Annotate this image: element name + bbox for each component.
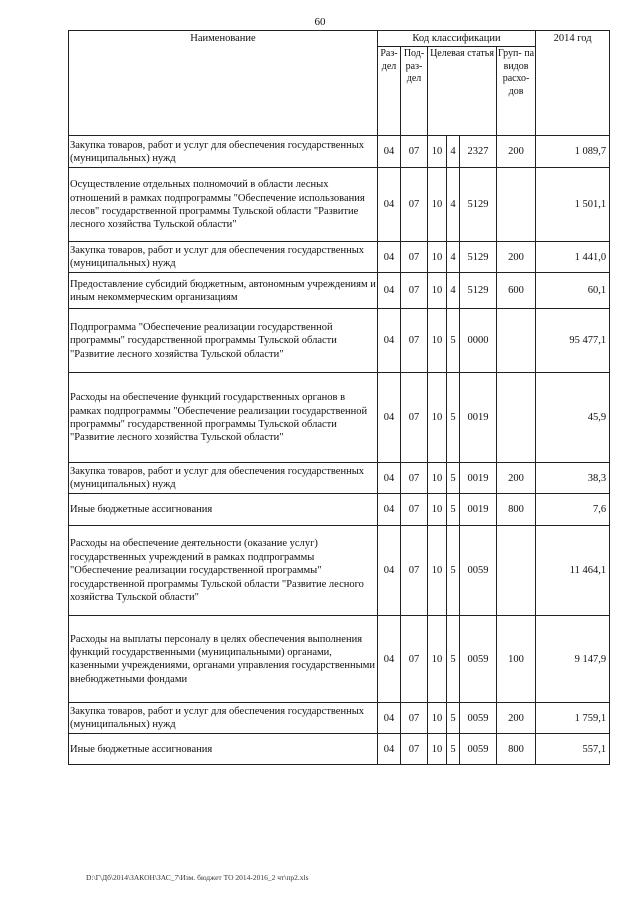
row-target-program: 10 (428, 463, 447, 494)
row-target-code: 0019 (460, 373, 497, 463)
row-amount: 38,3 (536, 463, 610, 494)
row-expense-group (497, 526, 536, 616)
row-target-code: 0000 (460, 309, 497, 373)
row-target-program: 10 (428, 616, 447, 703)
column-header-podrazdel: Под- раз- дел (401, 47, 428, 136)
row-razdel: 04 (378, 463, 401, 494)
column-header-razdel: Раз- дел (378, 47, 401, 136)
row-razdel: 04 (378, 136, 401, 168)
row-razdel: 04 (378, 616, 401, 703)
budget-table (68, 30, 610, 765)
row-name: Расходы на выплаты персоналу в целях обеспечения выполнения функций государственными (муниципальными) органами, казенными учреждениями, органами управления государственными внебюджетными фондами (69, 616, 378, 703)
column-header-code: Код классификации (378, 31, 536, 47)
row-target-subprogram: 4 (447, 168, 460, 242)
row-expense-group (497, 309, 536, 373)
row-target-code: 0059 (460, 703, 497, 734)
row-expense-group (497, 373, 536, 463)
row-target-program: 10 (428, 168, 447, 242)
row-razdel: 04 (378, 273, 401, 309)
row-name: Иные бюджетные ассигнования (69, 734, 378, 765)
row-razdel: 04 (378, 494, 401, 526)
row-amount: 60,1 (536, 273, 610, 309)
row-target-code: 5129 (460, 242, 497, 273)
row-expense-group (497, 168, 536, 242)
row-amount: 1 759,1 (536, 703, 610, 734)
table-row (69, 168, 610, 242)
row-expense-group: 200 (497, 463, 536, 494)
row-amount: 11 464,1 (536, 526, 610, 616)
row-target-code: 2327 (460, 136, 497, 168)
table-row (69, 734, 610, 765)
row-target-code: 0059 (460, 616, 497, 703)
row-target-code: 0059 (460, 526, 497, 616)
row-target-program: 10 (428, 494, 447, 526)
row-target-program: 10 (428, 373, 447, 463)
row-target-subprogram: 5 (447, 616, 460, 703)
row-target-code: 5129 (460, 168, 497, 242)
row-name: Закупка товаров, работ и услуг для обеспечения государственных (муниципальных) нужд (69, 136, 378, 168)
row-target-program: 10 (428, 703, 447, 734)
row-podrazdel: 07 (401, 734, 428, 765)
row-target-program: 10 (428, 273, 447, 309)
row-target-code: 0059 (460, 734, 497, 765)
row-expense-group: 600 (497, 273, 536, 309)
row-razdel: 04 (378, 242, 401, 273)
row-target-program: 10 (428, 242, 447, 273)
row-target-subprogram: 4 (447, 273, 460, 309)
row-name: Закупка товаров, работ и услуг для обеспечения государственных (муниципальных) нужд (69, 463, 378, 494)
row-amount: 7,6 (536, 494, 610, 526)
column-header-name: Наименование (69, 31, 378, 136)
row-amount: 45,9 (536, 373, 610, 463)
row-target-subprogram: 4 (447, 136, 460, 168)
row-razdel: 04 (378, 703, 401, 734)
table-row (69, 703, 610, 734)
row-expense-group: 100 (497, 616, 536, 703)
row-target-program: 10 (428, 526, 447, 616)
row-expense-group: 800 (497, 734, 536, 765)
row-razdel: 04 (378, 526, 401, 616)
table-row (69, 309, 610, 373)
column-header-group: Груп- па видов расхо- дов (497, 47, 536, 136)
page-number: 60 (314, 16, 326, 28)
row-target-subprogram: 5 (447, 494, 460, 526)
row-name: Предоставление субсидий бюджетным, автономным учреждениям и иным некоммерческим организациям (69, 273, 378, 309)
row-target-code: 0019 (460, 463, 497, 494)
row-amount: 557,1 (536, 734, 610, 765)
table-row (69, 494, 610, 526)
header-row-top (69, 31, 610, 47)
row-target-code: 0019 (460, 494, 497, 526)
row-name: Иные бюджетные ассигнования (69, 494, 378, 526)
footer-file-path: D:\Г\Дб\2014\ЗАКОН\ЗАС_7\Изм. бюджет ТО 2014-2016_2 чт\пр2.xls (86, 873, 309, 882)
row-podrazdel: 07 (401, 309, 428, 373)
row-target-subprogram: 4 (447, 242, 460, 273)
row-razdel: 04 (378, 373, 401, 463)
row-target-program: 10 (428, 734, 447, 765)
row-podrazdel: 07 (401, 616, 428, 703)
table-row (69, 616, 610, 703)
row-razdel: 04 (378, 734, 401, 765)
table-row (69, 373, 610, 463)
row-podrazdel: 07 (401, 373, 428, 463)
table-row (69, 463, 610, 494)
row-podrazdel: 07 (401, 526, 428, 616)
row-amount: 1 501,1 (536, 168, 610, 242)
table-row (69, 526, 610, 616)
row-amount: 1 441,0 (536, 242, 610, 273)
row-target-program: 10 (428, 136, 447, 168)
row-expense-group: 200 (497, 136, 536, 168)
row-target-subprogram: 5 (447, 373, 460, 463)
row-target-subprogram: 5 (447, 526, 460, 616)
row-target-program: 10 (428, 309, 447, 373)
row-amount: 9 147,9 (536, 616, 610, 703)
row-podrazdel: 07 (401, 242, 428, 273)
table-row (69, 273, 610, 309)
row-target-code: 5129 (460, 273, 497, 309)
row-amount: 95 477,1 (536, 309, 610, 373)
row-target-subprogram: 5 (447, 703, 460, 734)
row-name: Закупка товаров, работ и услуг для обеспечения государственных (муниципальных) нужд (69, 242, 378, 273)
row-name: Закупка товаров, работ и услуг для обеспечения государственных (муниципальных) нужд (69, 703, 378, 734)
row-target-subprogram: 5 (447, 309, 460, 373)
row-podrazdel: 07 (401, 273, 428, 309)
column-header-year: 2014 год (536, 31, 610, 136)
table-row (69, 242, 610, 273)
row-expense-group: 200 (497, 703, 536, 734)
row-target-subprogram: 5 (447, 463, 460, 494)
table-row (69, 136, 610, 168)
row-name: Расходы на обеспечение функций государственных органов в рамках подпрограммы "Обеспечение реализации государственной программы" государственной программы Тульской области "Развитие лесного хозяйства Тульской области" (69, 373, 378, 463)
row-expense-group: 200 (497, 242, 536, 273)
row-amount: 1 089,7 (536, 136, 610, 168)
column-header-target: Целевая статья (428, 47, 497, 136)
row-expense-group: 800 (497, 494, 536, 526)
row-name: Подпрограмма "Обеспечение реализации государственной программы" государственной программы Тульской области "Развитие лесного хозяйства Тульской области" (69, 309, 378, 373)
row-name: Осуществление отдельных полномочий в области лесных отношений в рамках подпрограммы "Обеспечение использования лесов" государственной программы Тульской области "Развитие лесного хозяйства Тульской области" (69, 168, 378, 242)
row-name: Расходы на обеспечение деятельности (оказание услуг) государственных учреждений в рамках подпрограммы "Обеспечение реализации государственной программы" государственной программы Тульской области "Развитие лесного хозяйства Тульской области" (69, 526, 378, 616)
row-podrazdel: 07 (401, 463, 428, 494)
row-podrazdel: 07 (401, 703, 428, 734)
row-podrazdel: 07 (401, 136, 428, 168)
row-razdel: 04 (378, 168, 401, 242)
row-podrazdel: 07 (401, 494, 428, 526)
row-target-subprogram: 5 (447, 734, 460, 765)
row-podrazdel: 07 (401, 168, 428, 242)
row-razdel: 04 (378, 309, 401, 373)
